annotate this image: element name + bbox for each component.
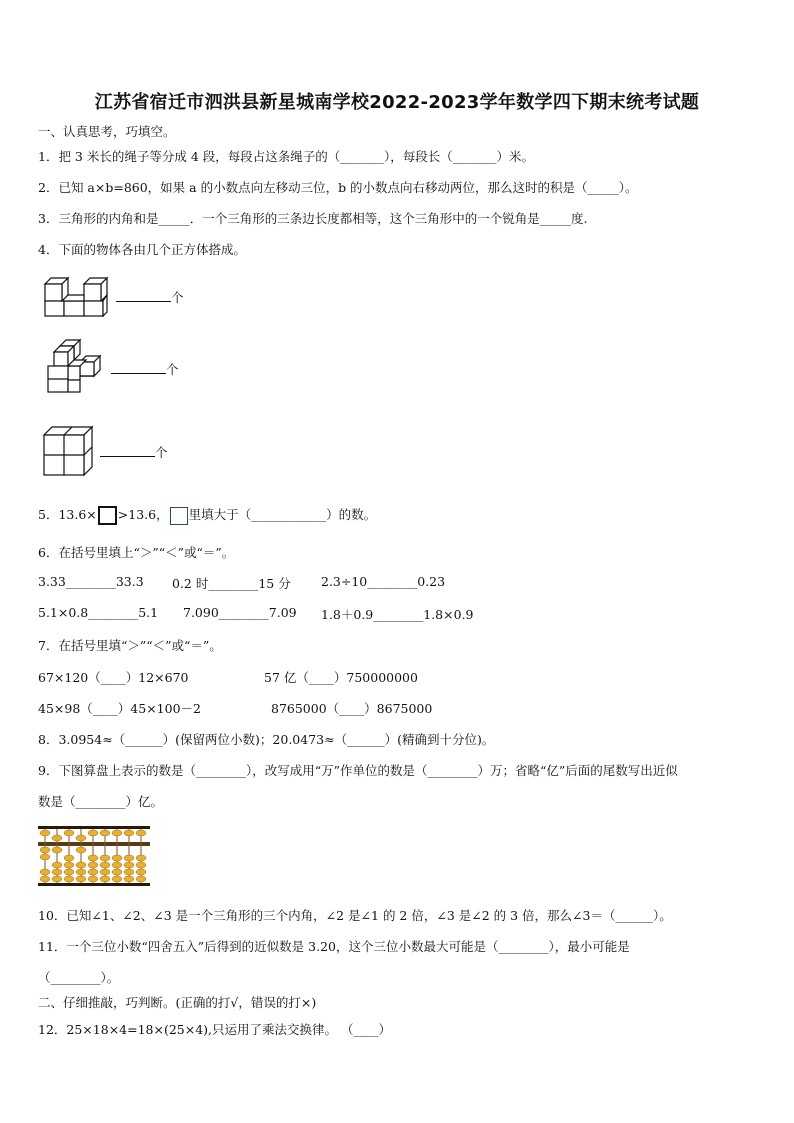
question-5-suffix: 里填大于（____________）的数。 — [188, 507, 377, 522]
q6-item-b2: 7.090________7.09 — [183, 605, 297, 620]
question-8: 8．3.0954≈（______）(保留两位小数)；20.0473≈（______）(精确到十分位)。 — [38, 732, 495, 747]
question-10: 10．已知∠1、∠2、∠3 是一个三角形的三个内角，∠2 是∠1 的 2 倍，∠3 是∠2 的 3 倍，那么∠3＝（______）。 — [38, 908, 672, 923]
question-3: 3．三角形的内角和是_____．一个三角形的三条边长度都相等，这个三角形中的一个锐角是_____度. — [38, 211, 588, 226]
q7-item-a2: 57 亿（____）750000000 — [264, 670, 418, 685]
question-9-line-2: 数是（________）亿。 — [38, 794, 164, 809]
question-5-prefix: 5．13.6× — [38, 507, 97, 522]
section-1-heading: 一、认真思考，巧填空。 — [38, 124, 176, 139]
q6-item-a2: 0.2 时________15 分 — [172, 576, 291, 591]
q7-item-b1: 45×98（____）45×100－2 — [38, 701, 201, 716]
question-7: 7．在括号里填“＞”“＜”或“＝”。 — [38, 638, 222, 653]
blank-box-thin — [170, 507, 188, 525]
cube-figure-3-answer: 个 — [100, 443, 168, 461]
abacus-image — [38, 826, 150, 886]
question-6: 6．在括号里填上“＞”“＜”或“＝”。 — [38, 545, 235, 560]
q6-item-b3: 1.8＋0.9________1.8×0.9 — [321, 607, 474, 622]
question-2: 2．已知 a×b=860，如果 a 的小数点向左移动三位，b 的小数点向右移动两位，那么这时的积是（_____）。 — [38, 180, 638, 195]
cube-figure-2-answer: 个 — [111, 360, 179, 378]
cube-figure-2 — [44, 336, 108, 396]
section-2-heading: 二、仔细推敲，巧判断。(正确的打√，错误的打×) — [38, 995, 317, 1010]
q7-item-b2: 8765000（____）8675000 — [271, 701, 433, 716]
question-1: 1．把 3 米长的绳子等分成 4 段，每段占这条绳子的（_______），每段长（_______）米。 — [38, 149, 535, 164]
q6-item-a1: 3.33________33.3 — [38, 574, 144, 589]
cube-figure-3 — [42, 425, 98, 481]
q6-item-b1: 5.1×0.8________5.1 — [38, 605, 159, 620]
question-11-line-2: （________）。 — [38, 970, 120, 985]
q7-item-a1: 67×120（____）12×670 — [38, 670, 189, 685]
cube-figure-1-answer: 个 — [116, 288, 184, 306]
question-12: 12．25×18×4=18×(25×4),只运用了乘法交换律。 （____） — [38, 1022, 392, 1037]
blank-box-thick — [98, 506, 117, 525]
question-5 — [38, 505, 376, 525]
cube-figure-1 — [42, 268, 114, 318]
question-5-middle: >13.6， — [117, 507, 169, 522]
question-11-line-1: 11．一个三位小数“四舍五入”后得到的近似数是 3.20，这个三位小数最大可能是（________），最小可能是 — [38, 939, 630, 954]
question-4: 4．下面的物体各由几个正方体搭成。 — [38, 242, 246, 257]
page-title: 江苏省宿迁市泗洪县新星城南学校2022-2023学年数学四下期末统考试题 — [94, 92, 700, 113]
question-9-line-1: 9．下图算盘上表示的数是（________），改写成用“万”作单位的数是（________）万；省略“亿”后面的尾数写出近似 — [38, 763, 678, 778]
q6-item-a3: 2.3÷10________0.23 — [321, 574, 446, 589]
